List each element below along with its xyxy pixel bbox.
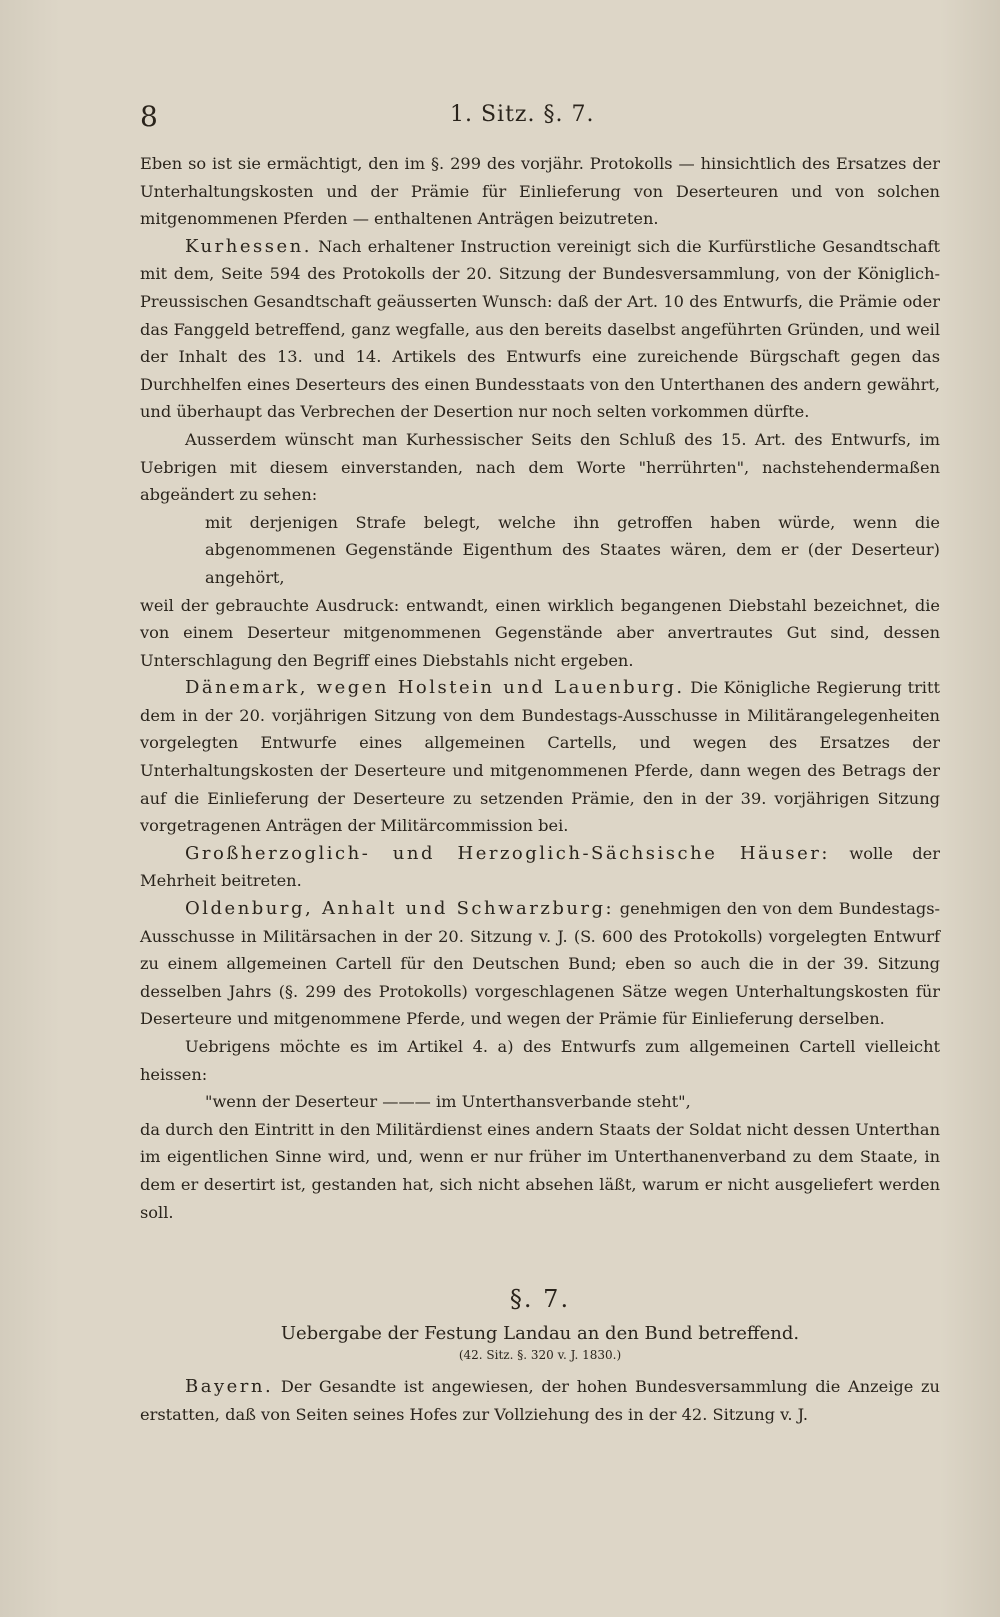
paragraph-bayern bbox=[140, 1373, 940, 1428]
section-title: Uebergabe der Festung Landau an den Bund betreffend. bbox=[280, 1323, 800, 1344]
section-heading bbox=[140, 1285, 940, 1362]
paragraph-ausserdem: Ausserdem wünscht man Kurhessischer Seits den Schluß des 15. Art. des Entwurfs, im Uebrigen mit diesem einverstanden, nach dem Worte "herrührten", nachstehendermaßen abgeändert zu sehen: bbox=[140, 429, 940, 505]
state-name-oldenburg: Oldenburg, Anhalt und Schwarzburg: bbox=[185, 898, 615, 920]
paragraph-daenemark-text: Die Königliche Regierung tritt dem in der 20. vorjährigen Sitzung von dem Bundestags-Ausschusse in Militärangelegenheiten vorgelegten Entwurfe eines allgemeinen Cartells, und wegen des Ersatzes der Unterhaltungskosten der Deserteure und mitgenommenen Pferde, dann wegen des Betrags der auf die Einlieferung der Deserteure zu setzenden Prämie, den in der 39. vorjährigen Sitzung vorgetragenen Anträgen der Militärcommission bei. bbox=[140, 678, 940, 836]
paragraph-kurhessen bbox=[140, 233, 940, 426]
state-name-saechsische: Großherzoglich- und Herzoglich-Sächsische Häuser: bbox=[185, 842, 830, 864]
body-text bbox=[140, 150, 940, 1226]
paragraph-daenemark bbox=[140, 674, 940, 840]
paragraph-reason: weil der gebrauchte Ausdruck: entwandt, einen wirklich begangenen Diebstahl bezeichnet, die von einem Deserteur mitgenommenen Gegenstände aber anvertrautes Gut sind, dessen Unterschlagung den Begriff eines Diebstahls nicht ergeben. bbox=[140, 595, 940, 670]
page-number: 8 bbox=[140, 100, 158, 133]
paragraph-kurhessen-text: Nach erhaltener Instruction vereinigt sich die Kurfürstliche Gesandtschaft mit dem, Seite 594 des Protokolls der 20. Sitzung der Bundesversammlung, von der Königlich-Preussischen Gesandtschaft geäusserten Wunsch: daß der Art. 10 des Entwurfs, die Prämie oder das Fanggeld betreffend, ganz wegfalle, aus den bereits daselbst angeführten Gründen, und weil der Inhalt des 13. und 14. Artikels des Entwurfs eine zureichende Bürgschaft gegen das Durchhelfen eines Deserteurs des einen Bundesstaats von den Unterthanen des andern gewährt, und überhaupt das Verbrechen der Desertion nur noch selten vorkommen dürfte. bbox=[140, 236, 940, 422]
state-name-daenemark: Dänemark, wegen Holstein und Lauenburg. bbox=[185, 677, 685, 699]
section-number: §. 7. bbox=[509, 1285, 571, 1313]
page-header bbox=[140, 100, 920, 140]
state-name-kurhessen: Kurhessen. bbox=[185, 235, 312, 257]
quoted-article: "wenn der Deserteur ——— im Unterthansverbande steht", bbox=[205, 1092, 691, 1112]
paragraph-explanation: da durch den Eintritt in den Militärdienst eines andern Staats der Soldat nicht dessen Unterthan im eigentlichen Sinne wird, und, wenn er nur früher im Unterthanenverband zu dem Staate, in dem er desertirt ist, gestanden hat, sich nicht absehen läßt, warum er nicht ausgeliefert werden soll. bbox=[140, 1119, 940, 1222]
state-name-bayern: Bayern. bbox=[185, 1376, 274, 1397]
section-reference: (42. Sitz. §. 320 v. J. 1830.) bbox=[458, 1348, 622, 1362]
running-head: 1. Sitz. §. 7. bbox=[450, 102, 595, 127]
paragraph-uebrigens: Uebrigens möchte es im Artikel 4. a) des Entwurfs zum allgemeinen Cartell vielleicht heissen: bbox=[140, 1037, 940, 1084]
quoted-amendment: mit derjenigen Strafe belegt, welche ihn getroffen haben würde, wenn die abgenommenen Gegenstände Eigenthum des Staates wären, dem er (der Deserteur) angehört, bbox=[205, 512, 940, 587]
paragraph-oldenburg-text: genehmigen den von dem Bundestags-Ausschusse in Militärsachen in der 20. Sitzung v. J. (S. 600 des Protokolls) vorgelegten Entwurf zu einem allgemeinen Cartell für den Deutschen Bund; eben so auch die in der 39. Sitzung desselben Jahrs (§. 299 des Protokolls) vorgeschlagenen Sätze wegen Unterhaltungskosten für Deserteure und mitgenommene Pferde, und wegen der Prämie für Einlieferung derselben. bbox=[140, 899, 940, 1029]
paragraph-intro: Eben so ist sie ermächtigt, den im §. 299 des vorjähr. Protokolls — hinsichtlich des Ersatzes der Unterhaltungskosten und der Prämie für Einlieferung von Deserteuren und von solchen mitgenommenen Pferden — enthaltenen Anträgen beizutreten. bbox=[140, 154, 940, 229]
paragraph-saechsische-text: wolle der Mehrheit beitreten. bbox=[140, 843, 940, 891]
paragraph-saechsische bbox=[140, 840, 940, 895]
paragraph-oldenburg bbox=[140, 895, 940, 1033]
paragraph-bayern-text: Der Gesandte ist angewiesen, der hohen Bundesversammlung die Anzeige zu erstatten, daß von Seiten seines Hofes zur Vollziehung des in der 42. Sitzung v. J. bbox=[140, 1377, 940, 1424]
section-body bbox=[140, 1373, 940, 1428]
